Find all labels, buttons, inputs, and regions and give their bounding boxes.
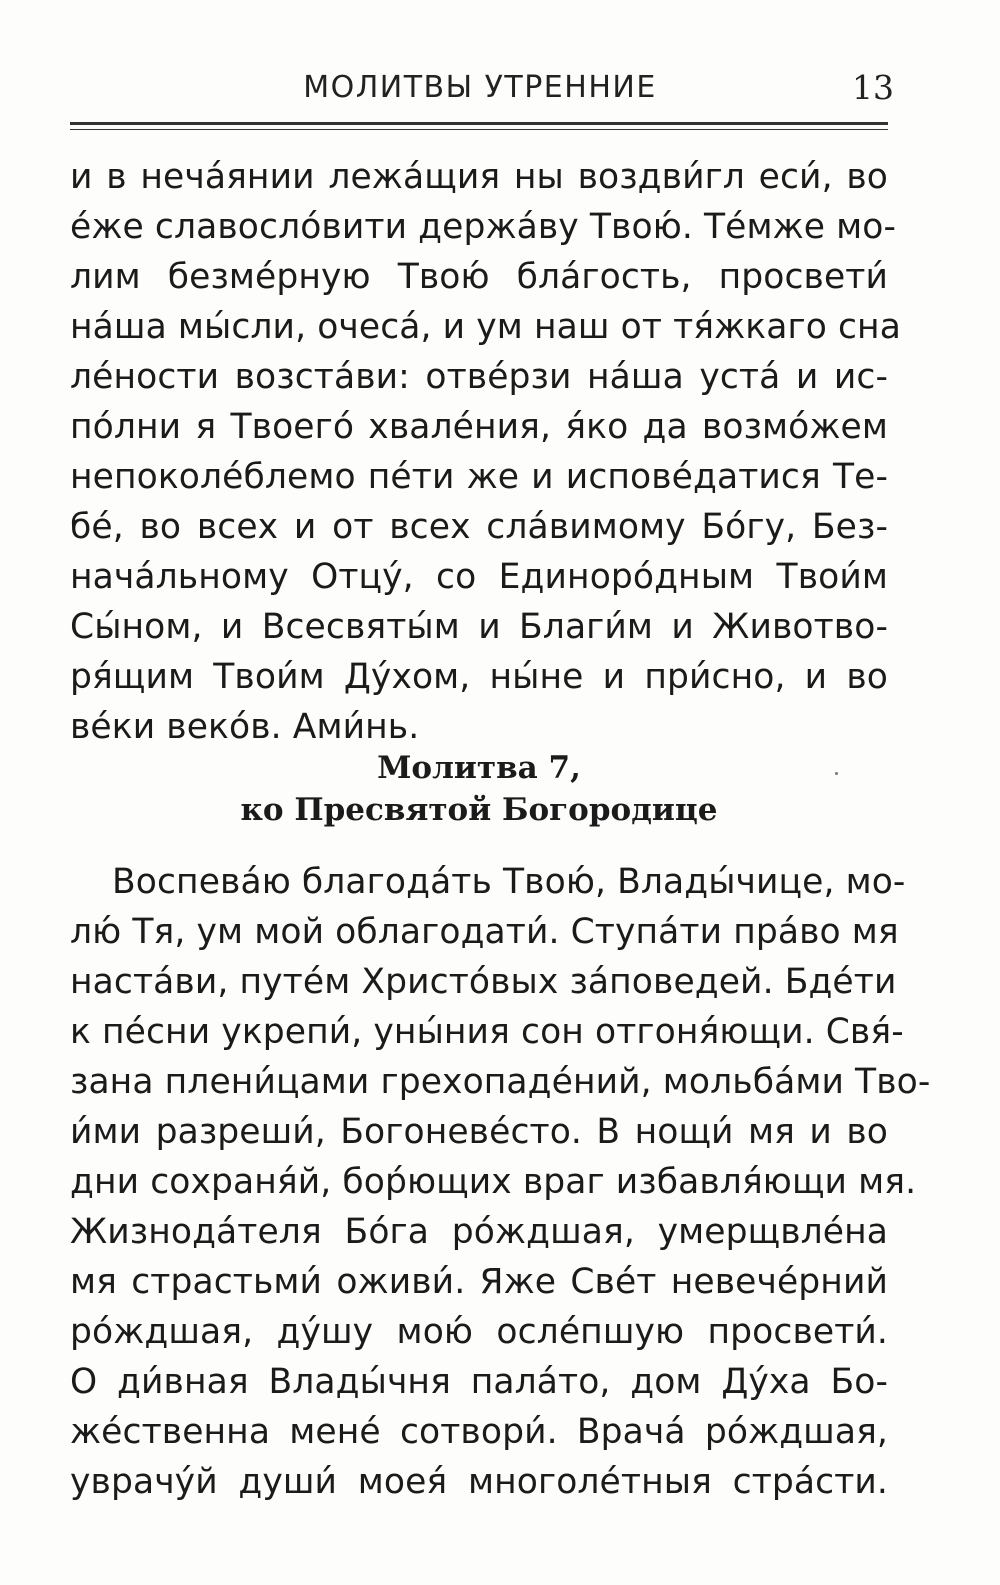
text-line: ле́ности возста́ви: отве́рзи на́ша уста́ и ис-	[70, 357, 888, 397]
text-line: ве́ки веко́в. Ами́нь.	[70, 707, 420, 747]
text-line: и́ми разреши́, Богоневе́сто. В нощи́ мя и во	[70, 1112, 888, 1152]
text-line: Воспева́ю благода́ть Твою́, Влады́чице, мо-	[112, 862, 906, 902]
text-line: лим безме́рную Твою́ бла́гость, просвети́	[70, 257, 888, 297]
text-line: уврачу́й души́ моея́ многоле́тныя стра́сти.	[70, 1462, 888, 1502]
header-rule-thin	[70, 129, 888, 130]
text-line: Жизнода́теля Бо́га ро́ждшая, умерщвле́на	[70, 1212, 888, 1252]
text-line: наста́ви, путе́м Христо́вых за́поведей. Бде́ти	[70, 962, 897, 1002]
text-line: по́лни я Твоего́ хвале́ния, я́ко да возмо́жем	[70, 407, 888, 447]
text-line: бе́, во всех и от всех сла́вимому Бо́гу, Без-	[70, 507, 888, 547]
text-line: лю́ Тя, ум мой облагодати́. Ступа́ти пра́во мя	[70, 912, 899, 952]
text-line: мя страстьми́ оживи́. Яже Све́т невече́рний	[70, 1262, 888, 1302]
text-line: же́ственна мене́ сотвори́. Врача́ ро́ждшая,	[70, 1412, 888, 1452]
paragraph-prayer-7	[70, 857, 931, 1507]
text-line: Сы́ном, и Всесвяты́м и Благи́м и Животво-	[70, 607, 888, 647]
text-line: непоколе́блемо пе́ти же и испове́датися Те-	[70, 457, 888, 497]
running-header	[70, 58, 894, 118]
print-speck	[835, 772, 838, 775]
text-line: ро́ждшая, ду́шу мою́ осле́пшую просвети́.	[70, 1312, 888, 1352]
text-line: е́же славосло́вити держа́ву Твою́. Те́мже мо-	[70, 207, 897, 247]
text-line: ря́щим Твои́м Ду́хом, ны́не и при́сно, и во	[70, 657, 888, 697]
text-line: О ди́вная Влады́чня пала́то, дом Ду́ха Бо-	[70, 1362, 888, 1402]
text-line: нача́льному Отцу́, со Единоро́дным Твои́м	[70, 557, 888, 597]
text-line: к пе́сни укрепи́, уны́ния сон отгоня́ющи. Свя́-	[70, 1012, 904, 1052]
text-line: дни сохраня́й, бор́ющих враг избавля́ющи мя.	[70, 1162, 917, 1202]
running-title: МОЛИТВЫ УТРЕННИЕ	[303, 70, 657, 105]
text-line: на́ша мы́сли, очеса́, и ум наш от тя́жкаго сна	[70, 307, 901, 347]
page-number: 13	[852, 68, 894, 107]
section-heading-title: Молитва 7,	[377, 750, 581, 786]
section-heading-subtitle: ко Пресвятой Богородице	[240, 792, 718, 828]
header-rule-thick	[70, 122, 888, 125]
text-line: и в неча́янии лежа́щия ны воздви́гл еси́, во	[70, 157, 888, 197]
text-line: зана плени́цами грехопаде́ний, мольба́ми Тво-	[70, 1062, 931, 1102]
paragraph-prayer-continuation	[70, 152, 901, 752]
